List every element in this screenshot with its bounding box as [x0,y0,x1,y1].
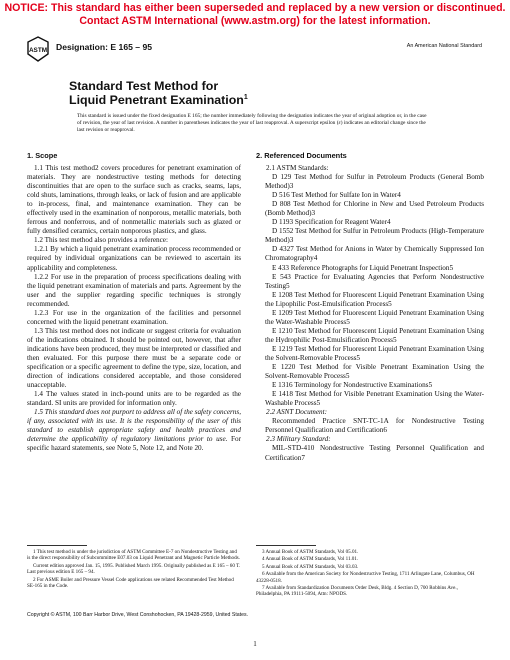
footnote-rule-right [256,545,316,546]
astm-standard-item: E 433 Reference Photographs for Liquid Penetrant Inspection5 [272,263,454,272]
issuance-note: This standard is issued under the fixed designation E 165; the number immediately following the designation indicates the year of original adoption or, in the case of revision, the year of last revision. A number in parentheses indicates the year of last reapproval. A superscript epsilon (ε) indicates an editorial change since the last revision or reapproval. [77,113,427,133]
scope-para: 1.2.2 For use in the preparation of process specifications dealing with the liquid penetrant examination of materials and parts. Agreement by the user and the supplier regarding specific techniques is strongly recommended. [27,272,241,308]
footnote: 1 This test method is under the jurisdiction of ASTM Committee E-7 on Nondestructive Testing and is the direct responsibility of Subcommittee E07.03 on Liquid Penetrant and Magnetic Particle Methods. [27,549,240,562]
scope-section [27,151,241,454]
title-line-2: Liquid Penetrant Examination [69,93,244,107]
astm-standard-item: E 543 Practice for Evaluating Agencies that Perform Nondestructive Testing5 [265,272,484,290]
astm-standard-item: E 1219 Test Method for Fluorescent Liquid Penetrant Examination Using the Solvent-Removable Process5 [265,344,484,362]
footnote: 2 For ASME Boiler and Pressure Vessel Code applications see related Recommended Test Method SE-165 in the Code. [27,576,234,590]
scope-para: 1.2.1 By which a liquid penetrant examination process recommended or required by individual organizations can be reviewed to ascertain its applicability and completeness. [27,245,241,272]
astm-standard-item: E 1418 Test Method for Visible Penetrant Examination Using the Water-Washable Process5 [265,390,484,408]
scope-para: 1.2 This test method also provides a reference: [34,236,168,245]
scope-heading: 1. Scope [27,151,58,160]
asnt-heading: 2.2 ASNT Document: [266,408,328,417]
title-line-1: Standard Test Method for [69,79,219,93]
astm-standard-item: E 1220 Test Method for Visible Penetrant Examination Using the Solvent-Removable Process5 [265,363,484,381]
footnote: Current edition approved Jan. 15, 1995. Published March 1995. Originally published as E 165 – 60 T. Last previous edition E 165 – 94. [27,562,241,576]
astm-standard-item: E 1316 Terminology for Nondestructive Examinations5 [272,381,433,390]
national-standard-label: An American National Standard [406,43,482,49]
title-footnote-ref: 1 [243,93,248,101]
astm-standard-item: E 1209 Test Method for Fluorescent Liquid Penetrant Examination Using the Water-Washable Process5 [265,308,484,326]
scope-para: 1.1 This test method2 covers procedures for penetrant examination of materials. They are nondestructive testing methods for detecting discontinuities that are open to the surface such as cracks, seams, laps, cold shuts, laminations, through leaks, or lack of fusion and are applicable to in-process, final, and maintenance examination. They can be effectively used in the examination of nonporous, metallic materials, both ferrous and nonferrous, and of nonmetallic materials such as glazed or fully densified ceramics, certain nonporous plastics, and glass. [27,164,241,236]
page-number: 1 [253,640,257,648]
astm-logo-icon [27,36,49,62]
footnotes-left [27,549,241,590]
safety-statement: 1.5 This standard does not purport to address all of the safety concerns, if any, associated with its use. It is the responsibility of the user of this standard to establish appropriate safety and health practices and determine the applicability of regulatory limitations prior to use. [27,408,241,444]
astm-standard-item: E 1210 Test Method for Fluorescent Liquid Penetrant Examination Using the Hydrophilic Post-Emulsification Process5 [265,326,484,344]
notice-line-1: NOTICE: This standard has either been superseded and replaced by a new version or discontinued. [4,2,506,14]
footnotes-right [256,549,484,599]
astm-standards-heading: 2.1 ASTM Standards: [266,164,329,172]
scope-para: 1.3 This test method does not indicate or suggest criteria for evaluation of the indications obtained. It should be pointed out, however, that after indications have been produced, they must be interpreted or classified and then evaluated. For this purpose there must be a separate code or specification or a specific agreement to define the type, size, location, and direction of indications considered acceptable, and those considered unacceptable. [27,326,241,390]
astm-standard-item: E 1208 Test Method for Fluorescent Liquid Penetrant Examination Using the Lipophilic Post-Emulsification Process5 [265,290,484,308]
astm-standard-item: D 4327 Test Method for Anions in Water by Chemically Suppressed Ion Chromatography4 [265,245,484,263]
asnt-document: Recommended Practice SNT-TC-1A for Nondestructive Testing Personnel Qualification and Certification6 [265,417,484,435]
footnote: 6 Available from the American Society for Nondestructive Testing, 1711 Arlingate Lane, Columbus, OH 43228-0518. [256,571,475,584]
astm-standard-item: D 1193 Specification for Reagent Water4 [272,218,391,227]
scope-para: 1.2.3 For use in the organization of the facilities and personnel concerned with the liquid penetrant examination. [27,308,241,326]
refs-heading: 2. Referenced Documents [256,151,347,160]
astm-standards-list [256,173,484,408]
referenced-documents-section [256,151,484,463]
scope-para-safety [27,408,241,453]
military-heading: 2.3 Military Standard: [266,435,331,444]
astm-standard-item: D 808 Test Method for Chlorine in New and Used Petroleum Products (Bomb Method)3 [265,200,484,218]
notice-line-2: Contact ASTM International (www.astm.org) for the latest information. [79,15,431,27]
copyright: Copyright © ASTM, 100 Barr Harbor Drive, West Conshohocken, PA 19428-2959, United States. [27,612,249,618]
document-title [69,79,248,107]
footnote-rule-left [27,545,87,546]
footnote: 3 Annual Book of ASTM Standards, Vol 05.01. [262,549,359,555]
astm-standard-item: D 129 Test Method for Sulfur in Petroleum Products (General Bomb Method)3 [265,173,484,191]
footnote: 5 Annual Book of ASTM Standards, Vol 03.03. [262,563,359,570]
hazard-reference: For specific hazard statements, see Note 5, Note 12, and Note 20. [27,435,241,453]
footnote: 4 Annual Book of ASTM Standards, Vol 11.01. [262,556,359,563]
svg-text:ASTM: ASTM [28,47,48,54]
scope-para: 1.4 The values stated in inch-pound units are to be regarded as the standard. SI units are provided for information only. [27,390,241,408]
supersession-notice [0,2,510,28]
astm-standard-item: D 1552 Test Method for Sulfur in Petroleum Products (High-Temperature Method)3 [265,227,484,245]
designation: Designation: E 165 – 95 [56,42,152,52]
footnote: 7 Available from Standardization Documents Order Desk, Bldg. 4 Section D, 700 Robbins Ave., Philadelphia, PA 19111-5094, Attn: NPODS. [256,585,458,598]
astm-standard-item: D 516 Test Method for Sulfate Ion in Water4 [272,191,401,200]
military-standard: MIL-STD-410 Nondestructive Testing Personnel Qualification and Certification7 [265,444,484,462]
